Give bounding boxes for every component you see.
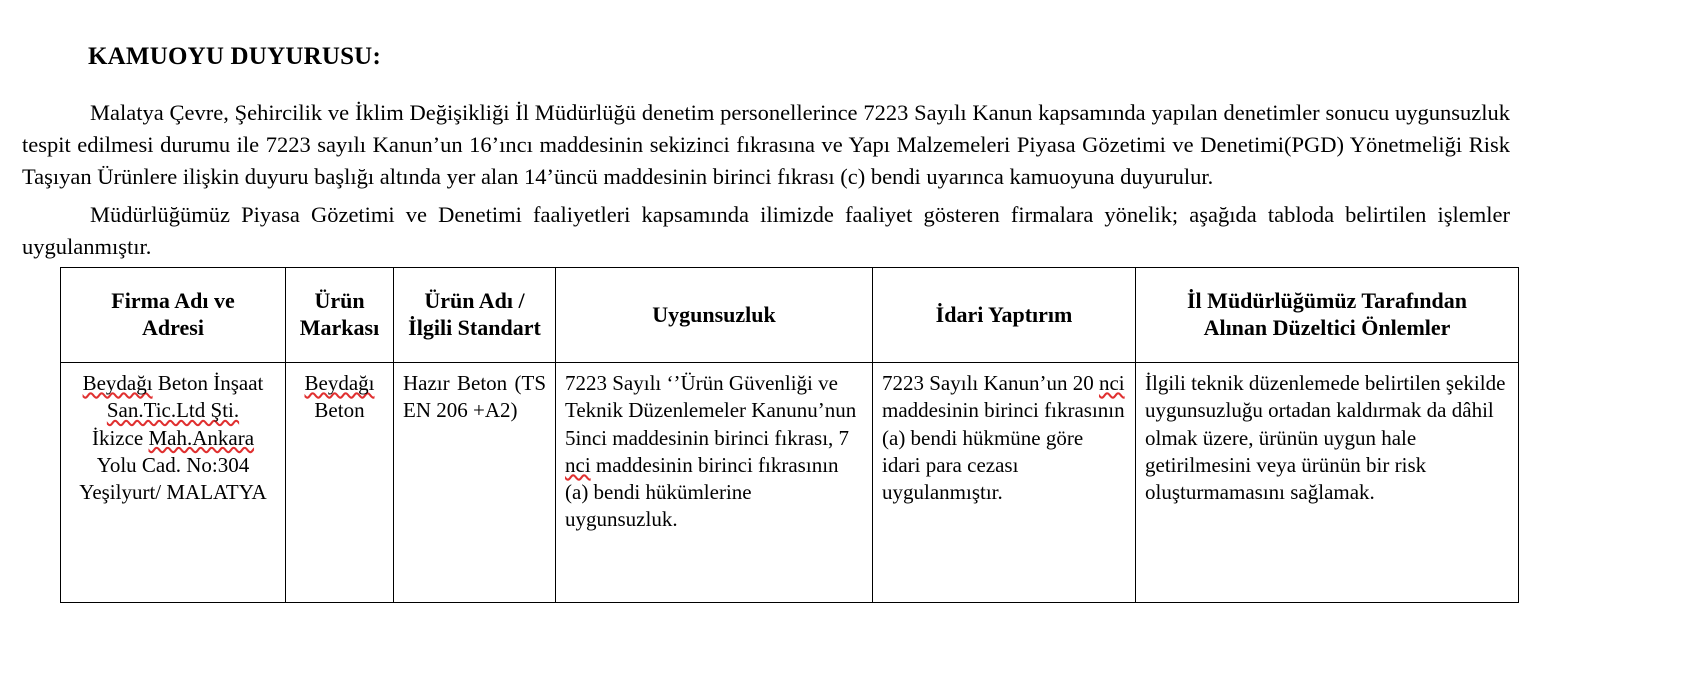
column-header-onlem-line1: İl Müdürlüğümüz Tarafından [1187,288,1467,314]
cell-urun-markasi [286,363,394,603]
firma-line-1-rest: Beton İnşaat [152,371,264,395]
cell-idari-yaptirim [873,363,1136,603]
spellcheck-word: nci [565,452,591,477]
column-header-uygunsuzluk-text: Uygunsuzluk [652,301,776,327]
idari-part-1: 7223 Sayılı Kanun’un 20 [882,371,1099,395]
uygunsuzluk-part-1: 7223 Sayılı ‘’Ürün Güvenliği ve Teknik Düzenlemeler Kanunu’nun 5inci maddesinin birinci fıkrası, 7 [565,371,857,450]
column-header-marka [286,268,394,363]
firma-line-5: Yeşilyurt/ MALATYA [79,480,267,505]
table-header [61,268,1519,363]
column-header-idari-text: İdari Yaptırım [935,301,1073,327]
spellcheck-word: nci [1098,371,1125,395]
spellcheck-word: Beydağı [82,371,153,395]
paragraph-intro [22,97,1510,193]
cell-duzeltici-onlemler: İlgili teknik düzenlemede belirtilen şekilde uygunsuzluğu ortadan kaldırmak da dâhil olmak üzere, ürünün uygun hale getirilmesini veya ürünün bir risk oluşturmamasını sağlamak. [1136,363,1519,603]
cell-uygunsuzluk [556,363,873,603]
column-header-firma-line2: Adresi [142,315,204,340]
cell-urun-adi-standart: Hazır Beton (TS EN 206 +A2) [394,363,556,603]
column-header-onlem-line2: Alınan Düzeltici Önlemler [1203,315,1451,340]
column-header-marka-line2: Markası [299,315,380,340]
column-header-firma-line1: Firma Adı ve [111,288,235,314]
page-title: KAMUOYU DUYURUSU: [88,43,381,70]
table-body [61,363,1519,603]
marka-line-1: Beydağı [304,371,375,395]
table-header-row [61,268,1519,363]
firma-line-1 [70,370,276,397]
column-header-idari-yaptirim [873,268,1136,363]
column-header-duzeltici-onlemler [1136,268,1519,363]
firma-line-3-start: İkizce [91,425,149,450]
paragraph-intro-text: Malatya Çevre, Şehircilik ve İklim Değişikliği İl Müdürlüğü denetim personellerince 7223 Sayılı Kanun kapsamında yapılan denetimler sonucu uygunsuzluk tespit edilmesi durumu ile 7223 sayılı Kanun’un 16’ıncı maddesinin sekizinci fıkrasına ve Yapı Malzemeleri Piyasa Gözetimi ve Denetimi(PGD) Yönetmeliği Risk Taşıyan Ürünlere ilişkin duyuru başlığı altında yer alan 14’üncü maddesinin birinci fıkrası (c) bendi uyarınca kamuoyuna duyurulur. [22,100,1510,189]
firma-line-2: San.Tic.Ltd Şti. [106,398,240,423]
column-header-marka-line1: Ürün [314,288,365,314]
column-header-firma [61,268,286,363]
firma-line-3 [70,425,276,452]
spellcheck-word: Mah.Ankara [148,425,255,450]
uygunsuzluk-part-2: maddesinin birinci fıkrasının (a) bendi hükümlerine uygunsuzluk. [565,452,839,532]
cell-firma-adi-ve-adresi [61,363,286,603]
paragraph-scope [22,199,1510,263]
measures-table [60,267,1519,603]
column-header-uygunsuzluk [556,268,873,363]
idari-part-2: maddesinin birinci fıkrasının (a) bendi hükmüne göre idari para cezası uygulanmıştır. [882,398,1125,505]
column-header-urun-line1: Ürün Adı / [424,288,525,314]
column-header-urun-line2: İlgili Standart [408,315,541,340]
measures-table-wrapper [60,267,1518,603]
table-row [61,363,1519,603]
firma-line-4: Yolu Cad. No:304 [96,452,250,477]
paragraph-scope-text: Müdürlüğümüz Piyasa Gözetimi ve Denetimi faaliyetleri kapsamında ilimizde faaliyet gösteren firmalara yönelik; aşağıda tabloda belirtilen işlemler uygulanmıştır. [22,202,1510,259]
marka-line-2: Beton [314,398,365,423]
column-header-urun-standart [394,268,556,363]
